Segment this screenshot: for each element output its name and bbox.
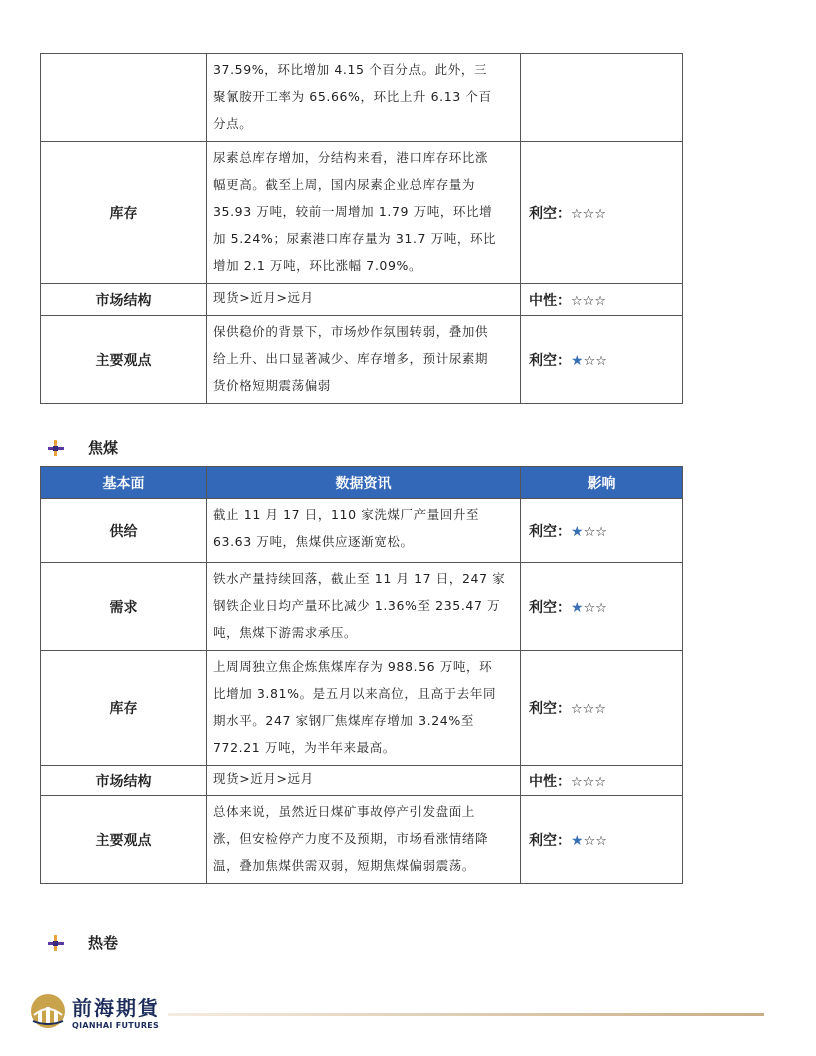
impact-label: 利空： [529, 701, 571, 717]
section-heading-hot-rolled [48, 932, 118, 953]
impact-label: 利空： [529, 523, 571, 540]
table-row [41, 499, 683, 563]
info-line: 63.63 万吨，焦煤供应逐渐宽松。 [213, 534, 414, 549]
star-rating-icon: ☆☆ [583, 353, 607, 369]
section-title: 热卷 [88, 934, 119, 952]
star-rating-icon: ☆☆☆ [571, 206, 606, 222]
info-line: 保供稳价的背景下，市场炒作氛围转弱，叠加供 [213, 324, 489, 339]
section-title: 焦煤 [88, 439, 119, 457]
table-row [41, 54, 683, 142]
info-line: 现货>近月>远月 [213, 771, 314, 786]
star-filled-icon: ★ [571, 523, 584, 540]
column-header: 影响 [521, 467, 683, 499]
info-line: 35.93 万吨，较前一周增加 1.79 万吨，环比增 [213, 204, 493, 219]
impact-cell [521, 316, 683, 404]
info-line: 截止 11 月 17 日，110 家洗煤厂产量回升至 [213, 507, 480, 522]
info-cell [207, 796, 521, 884]
info-cell [207, 651, 521, 766]
info-line: 加 5.24%；尿素港口库存量为 31.7 万吨，环比 [213, 231, 497, 246]
footer-divider [168, 1013, 764, 1016]
table-row [41, 766, 683, 796]
info-cell [207, 499, 521, 563]
impact-cell [521, 54, 683, 142]
table-row [41, 142, 683, 284]
info-line: 吨，焦煤下游需求承压。 [213, 625, 358, 640]
info-line: 772.21 万吨，为半年来最高。 [213, 740, 396, 755]
factor-cell [41, 54, 207, 142]
star-rating-icon: ☆☆ [583, 833, 607, 849]
impact-cell [521, 284, 683, 316]
factor-cell: 库存 [41, 142, 207, 284]
factor-cell: 主要观点 [41, 796, 207, 884]
impact-label: 利空： [529, 832, 571, 849]
bullet-icon [48, 935, 64, 951]
table-row [41, 563, 683, 651]
impact-label: 中性： [529, 292, 571, 309]
impact-label: 利空： [529, 352, 571, 369]
column-header: 数据资讯 [207, 467, 521, 499]
impact-cell [521, 499, 683, 563]
column-header: 基本面 [41, 467, 207, 499]
star-rating-icon: ☆☆☆ [571, 774, 606, 790]
bullet-icon [48, 440, 64, 456]
table-row [41, 284, 683, 316]
star-filled-icon: ★ [571, 352, 584, 369]
info-line: 总体来说，虽然近日煤矿事故停产引发盘面上 [213, 804, 476, 819]
table-header-row [41, 467, 683, 499]
info-line: 钢铁企业日均产量环比减少 1.36%至 235.47 万 [213, 598, 501, 613]
logo-chinese-text: 前海期貨 [72, 996, 160, 1020]
info-line: 聚氰胺开工率为 65.66%，环比上升 6.13 个百 [213, 89, 492, 104]
impact-cell [521, 563, 683, 651]
info-line: 给上升、出口显著减少、库存增多，预计尿素期 [213, 351, 489, 366]
impact-cell [521, 651, 683, 766]
info-line: 上周周独立焦企炼焦煤库存为 988.56 万吨，环 [213, 659, 493, 674]
factor-cell: 市场结构 [41, 284, 207, 316]
info-cell [207, 316, 521, 404]
impact-cell [521, 766, 683, 796]
info-line: 期水平。247 家钢厂焦煤库存增加 3.24%至 [213, 713, 474, 728]
factor-cell: 库存 [41, 651, 207, 766]
section-heading-coke-coal [48, 437, 118, 458]
star-rating-icon: ☆☆☆ [571, 702, 606, 717]
info-line: 37.59%，环比增加 4.15 个百分点。此外，三 [213, 62, 488, 77]
impact-label: 中性： [529, 773, 571, 790]
coke-coal-table [40, 466, 683, 884]
table-row [41, 316, 683, 404]
footer-logo [30, 992, 160, 1030]
star-filled-icon: ★ [571, 599, 584, 616]
info-line: 比增加 3.81%。是五月以来高位，且高于去年同 [213, 686, 497, 701]
impact-label: 利空： [529, 205, 571, 222]
info-line: 增加 2.1 万吨，环比涨幅 7.09%。 [213, 258, 423, 273]
info-line: 幅更高。截至上周，国内尿素企业总库存量为 [213, 177, 476, 192]
table-row [41, 796, 683, 884]
info-line: 现货>近月>远月 [213, 290, 314, 305]
table-row [41, 651, 683, 766]
logo-english-text: QIANHAI FUTURES [72, 1021, 160, 1030]
info-line: 货价格短期震荡偏弱 [213, 378, 331, 393]
impact-cell [521, 142, 683, 284]
impact-cell [521, 796, 683, 884]
info-cell [207, 284, 521, 316]
info-line: 铁水产量持续回落，截止至 11 月 17 日，247 家 [213, 571, 506, 586]
info-line: 分点。 [213, 116, 253, 131]
impact-label: 利空： [529, 599, 571, 616]
company-logo-icon [30, 993, 66, 1029]
factor-cell: 主要观点 [41, 316, 207, 404]
info-line: 涨，但安检停产力度不及预期，市场看涨情绪降 [213, 831, 489, 846]
info-cell [207, 766, 521, 796]
urea-table [40, 53, 683, 404]
star-rating-icon: ☆☆☆ [571, 293, 606, 309]
info-cell [207, 563, 521, 651]
info-cell [207, 142, 521, 284]
info-line: 尿素总库存增加，分结构来看，港口库存环比涨 [213, 150, 489, 165]
factor-cell: 需求 [41, 563, 207, 651]
star-rating-icon: ☆☆ [583, 524, 607, 540]
factor-cell: 供给 [41, 499, 207, 563]
star-filled-icon: ★ [571, 832, 584, 849]
star-rating-icon: ☆☆ [583, 600, 607, 616]
info-line: 温，叠加焦煤供需双弱，短期焦煤偏弱震荡。 [213, 858, 476, 873]
factor-cell: 市场结构 [41, 766, 207, 796]
info-cell [207, 54, 521, 142]
